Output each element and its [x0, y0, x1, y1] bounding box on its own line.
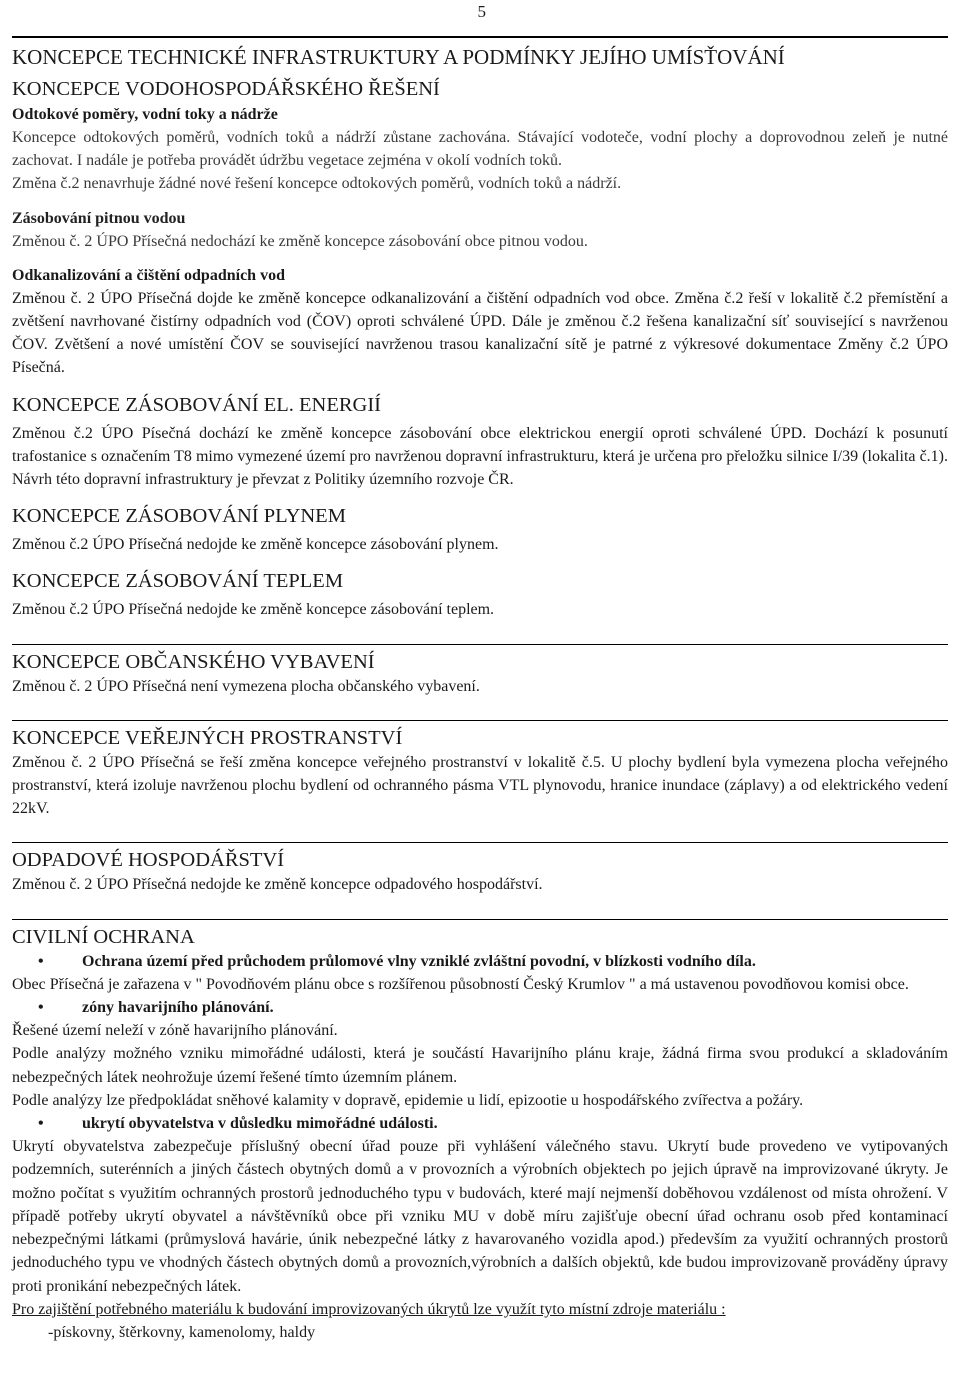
emergency-zone-text: Řešené území neleží v zóně havarijního plánování. — [12, 1022, 338, 1040]
materials-item: -pískovny, štěrkovny, kamenolomy, haldy — [48, 1323, 316, 1341]
section-divider — [12, 644, 948, 645]
civic-text: Změnou č. 2 ÚPO Přísečná není vymezena plocha občanského vybavení. — [12, 677, 480, 695]
bullet-emergency-zones: • zóny havarijního plánování. — [12, 996, 948, 1019]
sheltering-text: Ukrytí obyvatelstva zabezpečuje příslušný obecní úřad pouze při vyhlášení válečného stavu. Ukrytí bude provedeno ve vytipovaných podzemních, suterénních a jiných částech obytných domů a v provozních a výrobních objektech po jejich úpravě na improvizované úkryty. Je možno počítat s využitím ochranných prostorů jednoduchého typu v budovách, které mají nejmenší doběhovou vzdálenost od místa ohrožení. V případě potřeby ukrytí obyvatel a návštěvníků obce při vzniku MU v době míru zajišťuje obecní úřad ochranu osob před kontaminací nebezpečnými látkami (průmyslová havárie, únik nebezpečné látky z havarovaného vozidla apod.) především za využití ochranných prostorů jednoduchého typu ve vhodných částech obytných domů a provozních,výrobních a dalších objektů, kde budou improvizovaně prováděny úpravy proti pronikání nebezpečných látek. — [12, 1138, 948, 1295]
gas-text: Změnou č.2 ÚPO Přísečná nedojde ke změně koncepce zásobování plynem. — [12, 536, 499, 554]
public-space-text: Změnou č. 2 ÚPO Přísečná se řeší změna koncepce veřejného prostranství v lokalitě č.5. U plochy bydlení byla vymezena plocha veřejného prostranství, která izoluje navrženou plochu bydlení od ochranného pásma VTL plynovodu, hranice inundace (záplavy) a od elektrického vedení 22kV. — [12, 753, 948, 818]
section-divider — [12, 919, 948, 920]
water-heading: KONCEPCE VODOHOSPODÁŘSKÉHO ŘEŠENÍ — [12, 78, 440, 100]
sewerage-title: Odkanalizování a čištění odpadních vod — [12, 266, 285, 284]
section-divider — [12, 720, 948, 721]
page-number: 5 — [477, 2, 486, 21]
waste-heading: ODPADOVÉ HOSPODÁŘSTVÍ — [12, 849, 285, 872]
public-space-heading: KONCEPCE VEŘEJNÝCH PROSTRANSTVÍ — [12, 726, 403, 749]
sewerage-text: Změnou č. 2 ÚPO Přísečná dojde ke změně koncepce odkanalizování a čištění odpadních vod obce. Změna č.2 řeší v lokalitě č.2 přemístění a zvětšení navrhované čistírny odpadních vod (ČOV) oproti schválené ÚPD. Dále je změnou č.2 řešena kanalizační síť související s navrženou ČOV. Zvětšení a nové umístění ČOV se související navrženou trasou kanalizační sítě je patrné z výkresové dokumentace Změny č.2 ÚPO Písečná. — [12, 289, 948, 377]
materials-line: Pro zajištění potřebného materiálu k budování improvizovaných úkrytů lze využít tyto místní zdroje materiálu : — [12, 1300, 726, 1318]
runoff-title: Odtokové poměry, vodní toky a nádrže — [12, 106, 278, 123]
runoff-text: Koncepce odtokových poměrů, vodních toků a nádrží zůstane zachována. Stávající vodoteče, vodní plochy a doprovodnou zeleň je nutné zachovat. I nadále je potřeba provádět údržbu vegetace zejména v okolí vodních toků. — [12, 129, 948, 170]
hazard-analysis-text: Podle analýzy možného vzniku mimořádné události, která je součástí Havarijního plánu kraje, žádná firma svou produkcí a skladováním nebezpečných látek neohrožuje území řešené tímto územním plánem. — [12, 1045, 948, 1086]
water-supply-text: Změnou č. 2 ÚPO Přísečná nedochází ke změně koncepce zásobování obce pitnou vodou. — [12, 232, 588, 250]
section-divider — [12, 842, 948, 843]
bullet-flood-protection: • Ochrana území před průchodem průlomové vlny vzniklé zvláštní povodní, v blízkosti vodního díla. — [12, 950, 948, 973]
civil-protection-heading: CIVILNÍ OCHRANA — [12, 925, 195, 948]
document-page — [12, 0, 948, 1344]
waste-text: Změnou č. 2 ÚPO Přísečná nedojde ke změně koncepce odpadového hospodářství. — [12, 876, 543, 894]
civic-heading: KONCEPCE OBČANSKÉHO VYBAVENÍ — [12, 650, 375, 673]
heat-text: Změnou č.2 ÚPO Přísečná nedojde ke změně koncepce zásobování teplem. — [12, 601, 495, 619]
heat-heading: KONCEPCE ZÁSOBOVÁNÍ TEPLEM — [12, 570, 344, 593]
main-heading-block — [12, 36, 948, 102]
electricity-text: Změnou č.2 ÚPO Písečná dochází ke změně koncepce zásobování obce elektrickou energií oproti schválené ÚPD. Dochází k posunutí trafostanice s označením T8 mimo vymezené území pro navrženou dopravní infrastrukturu, která je určena pro přeložku silnice I/39 (lokalita č.1). Návrh této dopravní infrastruktury je převzat z Politiky územního rozvoje ČR. — [12, 424, 948, 489]
bullet-sheltering: • ukrytí obyvatelstva v důsledku mimořádné události. — [12, 1112, 948, 1135]
main-heading: KONCEPCE TECHNICKÉ INFRASTRUKTURY A PODMÍNKY JEJÍHO UMÍSŤOVÁNÍ — [12, 45, 785, 69]
disaster-analysis-text: Podle analýzy lze předpokládat sněhové kalamity v dopravě, epidemie u lidí, epizootie u hospodářského zvířectva a požáry. — [12, 1091, 804, 1109]
runoff-change-text: Změna č.2 nenavrhuje žádné nové řešení koncepce odtokových poměrů, vodních toků a nádrží. — [12, 175, 622, 193]
water-supply-title: Zásobování pitnou vodou — [12, 209, 186, 227]
gas-heading: KONCEPCE ZÁSOBOVÁNÍ PLYNEM — [12, 505, 346, 528]
flood-plan-text: Obec Přísečná je zařazena v " Povodňovém plánu obce s rozšířenou působností Český Krumlov " a má ustavenou povodňovou komisi obce. — [12, 975, 909, 993]
electricity-heading: KONCEPCE ZÁSOBOVÁNÍ EL. ENERGIÍ — [12, 393, 381, 416]
